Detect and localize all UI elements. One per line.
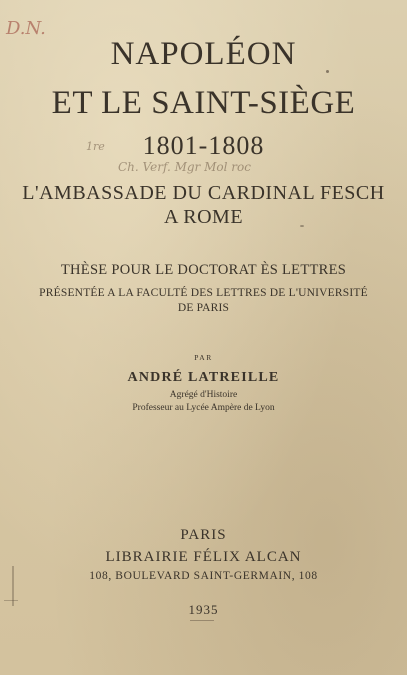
ink-speck	[326, 70, 329, 73]
handwritten-shelfmark: D.N.	[6, 18, 46, 39]
subtitle-line-2: A ROME	[163, 206, 244, 228]
publisher-name: LIBRAIRIE FÉLIX ALCAN	[105, 549, 302, 565]
thesis-line-2: PRÉSENTÉE A LA FACULTÉ DES LETTRES DE L'UNIVERSITÉ	[39, 287, 368, 299]
ink-speck	[300, 225, 304, 227]
author-name: ANDRÉ LATREILLE	[127, 370, 280, 385]
thesis-line-1: THÈSE POUR LE DOCTORAT ÈS LETTRES	[60, 262, 347, 278]
book-title-years: 1801-1808	[142, 131, 265, 160]
thesis-line-3: DE PARIS	[177, 302, 230, 314]
publisher-city: PARIS	[180, 527, 227, 543]
publisher-address: 108, BOULEVARD SAINT-GERMAIN, 108	[89, 570, 318, 582]
author-credential-2: Professeur au Lycée Ampère de Lyon	[132, 403, 275, 413]
author-credential-1: Agrégé d'Histoire	[169, 390, 238, 400]
byline-par: PAR	[194, 353, 213, 362]
book-title-line-2: ET LE SAINT-SIÈGE	[51, 85, 356, 121]
handwritten-margin-mark: 1re	[86, 140, 105, 153]
margin-pencil-mark	[4, 600, 18, 601]
book-title-line-1: NAPOLÉON	[110, 36, 297, 72]
year-rule	[190, 620, 214, 621]
subtitle-line-1: L'AMBASSADE DU CARDINAL FESCH	[22, 182, 385, 204]
handwritten-note: Ch. Verf. Mgr Mol roc	[118, 160, 251, 174]
publication-year: 1935	[188, 602, 219, 617]
